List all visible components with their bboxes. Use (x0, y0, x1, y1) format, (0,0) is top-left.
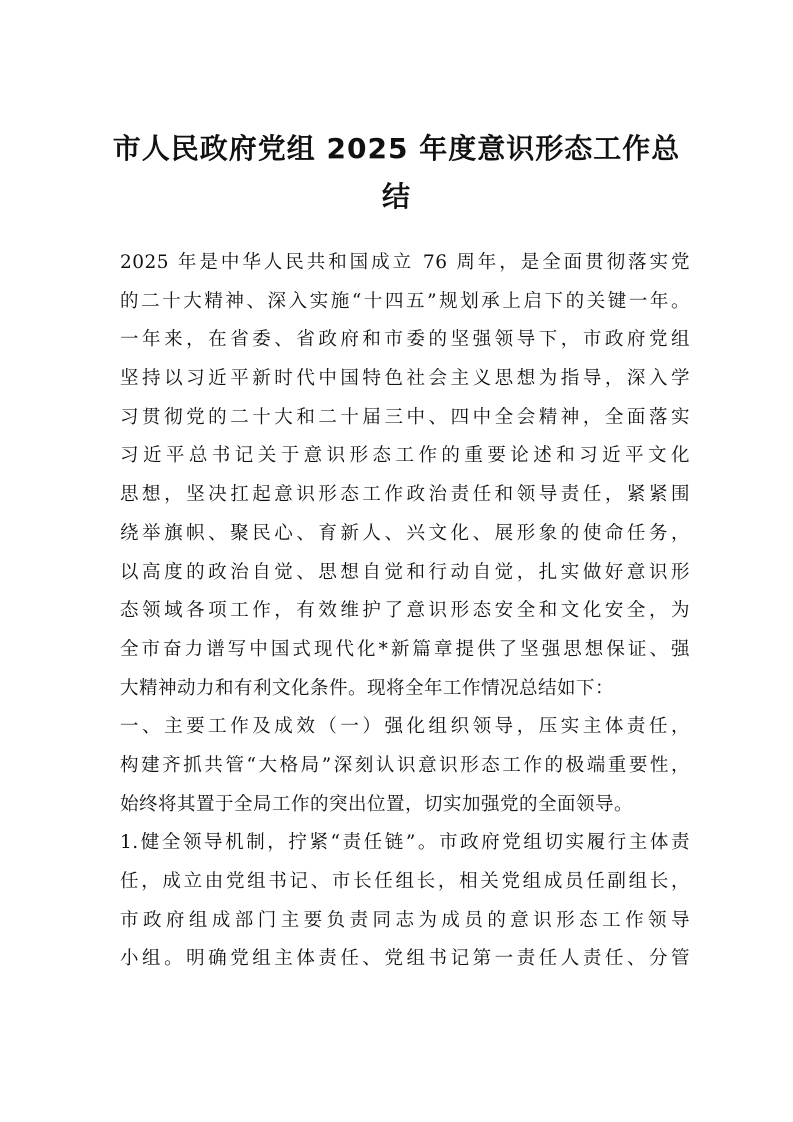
body-line: 坚持以习近平新时代中国特色社会主义思想为指导，深入学 (120, 368, 690, 390)
title-line-2: 结 (381, 180, 411, 213)
body-line: 1.健全领导机制，拧紧“责任链”。市政府党组切实履行主体责 (120, 832, 690, 854)
body-line: 始终将其置于全局工作的突出位置，切实加强党的全面领导。 (120, 793, 634, 815)
body-line: 构建齐抓共管“大格局”深刻认识意识形态工作的极端重要性， (120, 754, 690, 776)
body-line: 思想，坚决扛起意识形态工作政治责任和领导责任，紧紧围 (120, 484, 690, 506)
body-line: 态领域各项工作，有效维护了意识形态安全和文化安全，为 (120, 600, 690, 622)
body-line: 大精神动力和有利文化条件。现将全年工作情况总结如下： (120, 677, 615, 699)
body-line: 小组。明确党组主体责任、党组书记第一责任人责任、分管 (120, 948, 690, 970)
body-line: 一、主要工作及成效（一）强化组织领导，压实主体责任， (120, 716, 690, 738)
body-line: 任，成立由党组书记、市长任组长，相关党组成员任副组长， (120, 871, 690, 892)
title-line-1: 市人民政府党组 2025 年度意识形态工作总 (112, 132, 681, 165)
body-line: 全市奋力谱写中国式现代化*新篇章提供了坚强思想保证、强 (120, 638, 690, 660)
body-line: 习近平总书记关于意识形态工作的重要论述和习近平文化 (120, 445, 690, 467)
document-body (120, 244, 690, 979)
body-line: 市政府组成部门主要负责同志为成员的意识形态工作领导 (120, 909, 690, 931)
document-title (110, 125, 683, 221)
body-line: 2025 年是中华人民共和国成立 76 周年，是全面贯彻落实党 (120, 252, 690, 273)
body-line: 一年来，在省委、省政府和市委的坚强领导下，市政府党组 (120, 329, 690, 351)
body-line: 绕举旗帜、聚民心、育新人、兴文化、展形象的使命任务， (120, 522, 690, 544)
body-line: 的二十大精神、深入实施“十四五”规划承上启下的关键一年。 (120, 290, 690, 312)
body-line: 习贯彻党的二十大和二十届三中、四中全会精神，全面落实 (120, 406, 690, 428)
body-line: 以高度的政治自觉、思想自觉和行动自觉，扎实做好意识形 (120, 561, 690, 583)
